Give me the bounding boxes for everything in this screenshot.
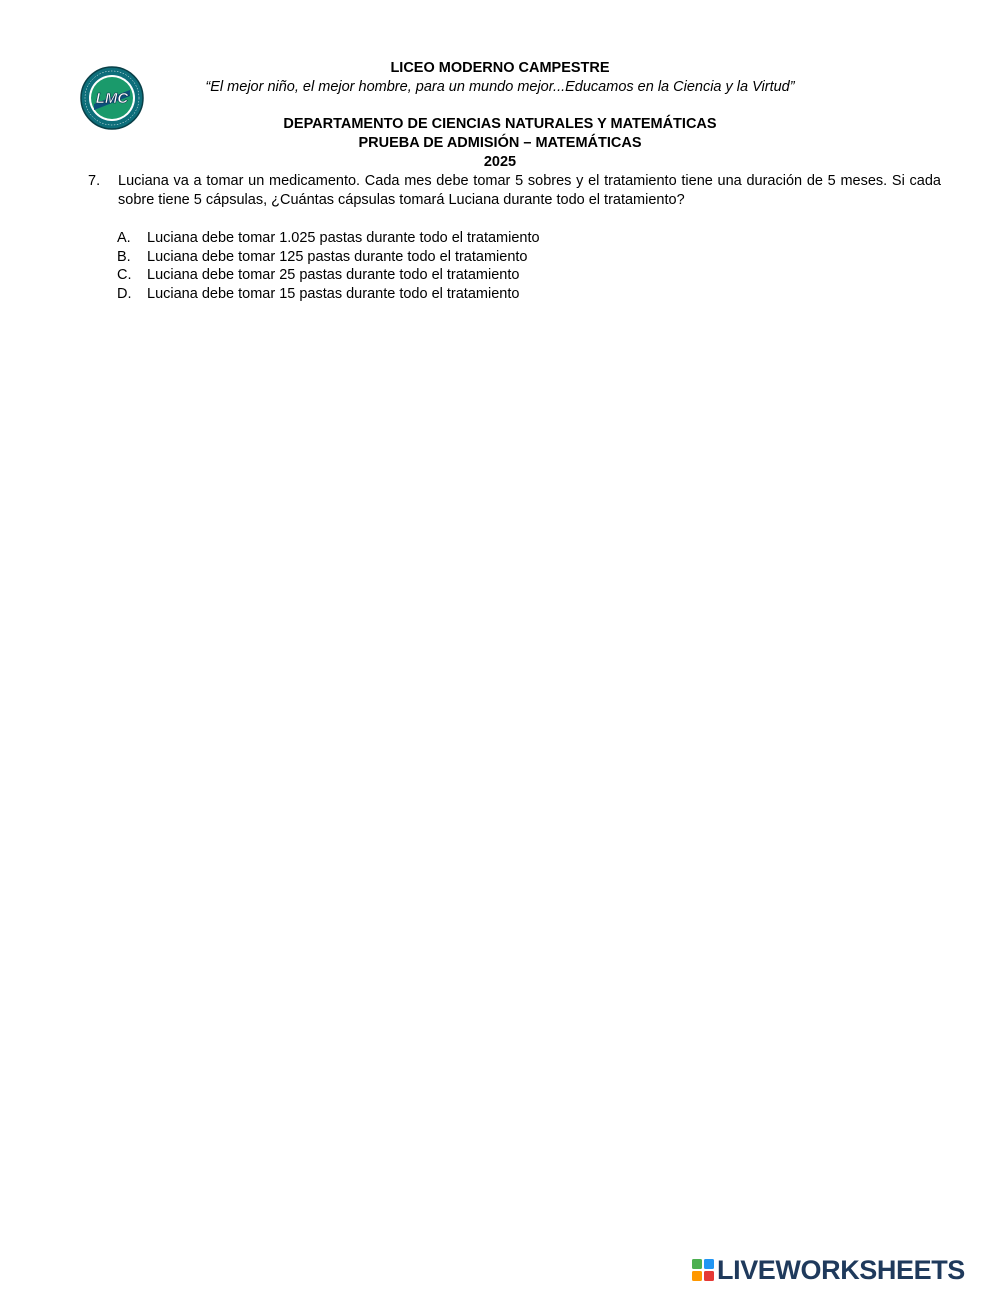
option-letter: D. <box>117 285 132 302</box>
option-letter: A. <box>117 230 131 246</box>
option-b[interactable] <box>117 248 540 267</box>
option-letter: B. <box>117 248 131 265</box>
svg-text:LMC: LMC <box>95 90 129 107</box>
school-name: LICEO MODERNO CAMPESTRE <box>390 60 610 76</box>
question-number: 7. <box>88 173 101 189</box>
liveworksheets-logo[interactable] <box>692 1256 965 1284</box>
option-c[interactable] <box>117 266 540 285</box>
option-a[interactable] <box>117 229 540 248</box>
school-motto: “El mejor niño, el mejor hombre, para un mundo mejor...Educamos en la Ciencia y la Virtud” <box>205 79 795 95</box>
liveworksheets-icon <box>692 1259 714 1281</box>
option-d[interactable] <box>117 285 540 304</box>
option-text: Luciana debe tomar 15 pastas durante todo el tratamiento <box>147 285 520 302</box>
option-letter: C. <box>117 267 132 283</box>
test-year: 2025 <box>483 154 517 170</box>
answer-options <box>117 229 540 303</box>
option-text: Luciana debe tomar 25 pastas durante todo el tratamiento <box>147 267 520 283</box>
department-title: DEPARTAMENTO DE CIENCIAS NATURALES Y MATEMÁTICAS <box>283 116 717 132</box>
option-text: Luciana debe tomar 125 pastas durante todo el tratamiento <box>147 248 528 265</box>
question-text: Luciana va a tomar un medicamento. Cada mes debe tomar 5 sobres y el tratamiento tiene una duración de 5 meses. Si cada sobre tiene 5 cápsulas, ¿Cuántas cápsulas tomará Luciana durante todo el tratamiento? <box>118 173 941 208</box>
question-block <box>88 172 941 210</box>
option-text: Luciana debe tomar 1.025 pastas durante todo el tratamiento <box>147 230 540 246</box>
liveworksheets-brand: LIVEWORKSHEETS <box>717 1255 965 1285</box>
test-title: PRUEBA DE ADMISIÓN – MATEMÁTICAS <box>358 135 642 151</box>
